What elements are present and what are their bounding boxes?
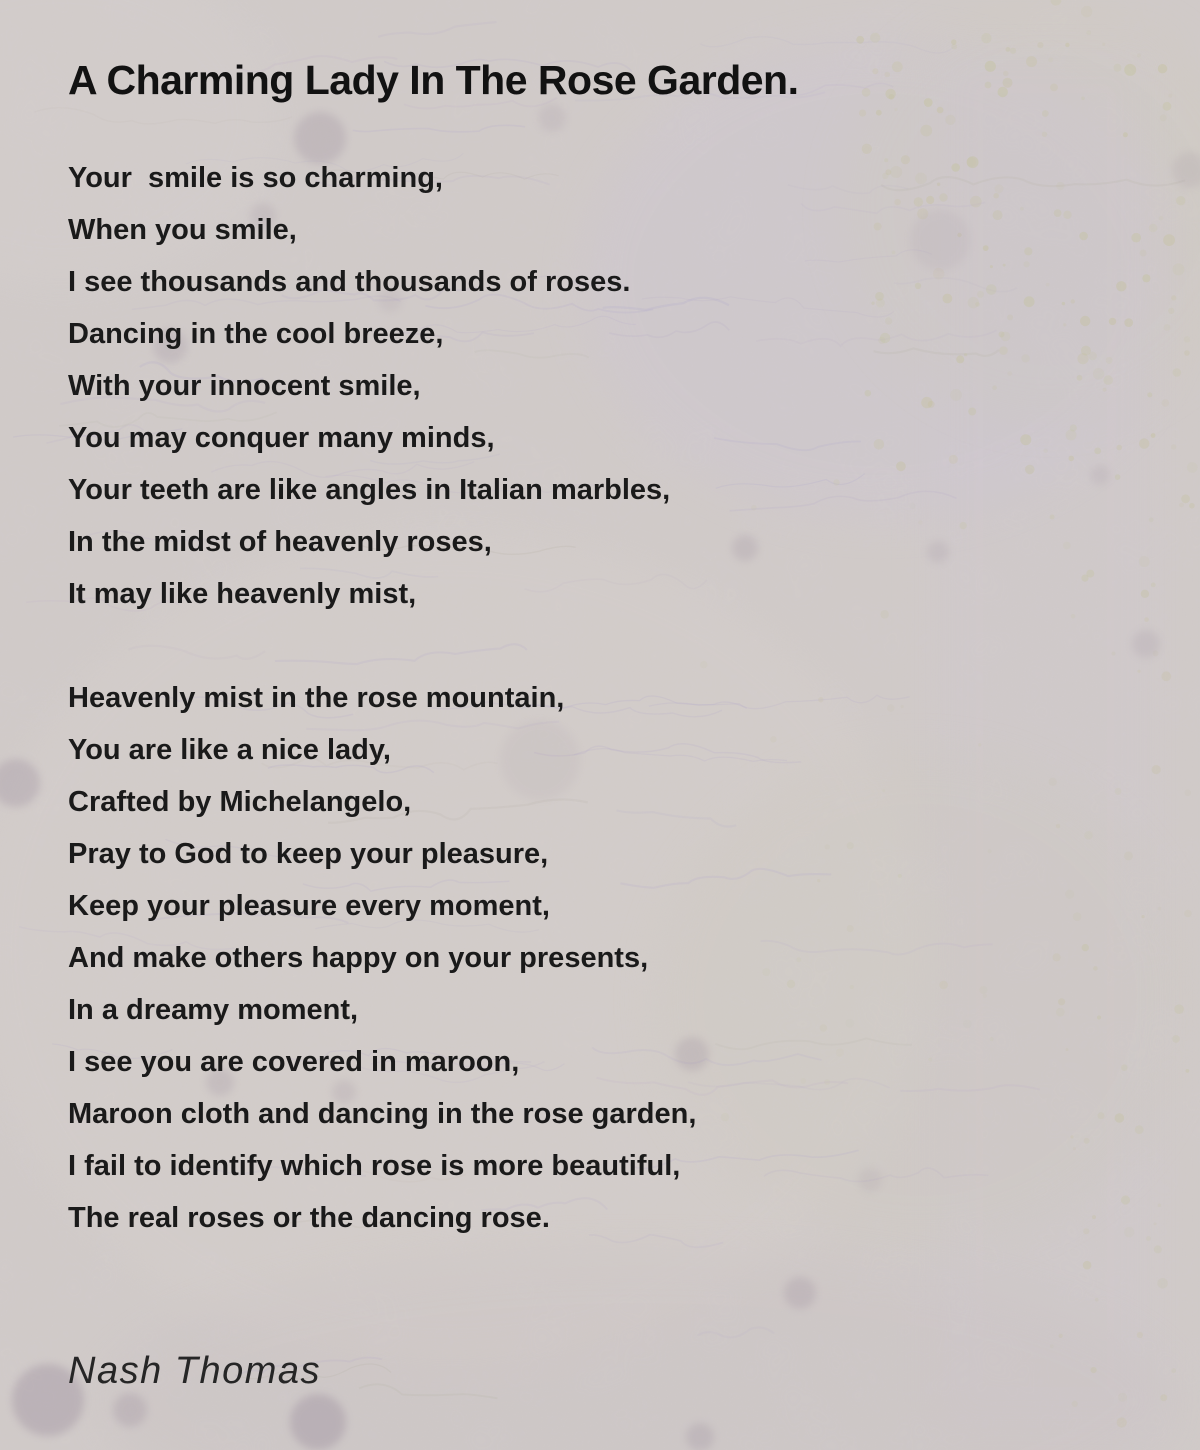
stanza-2 — [68, 672, 1160, 1244]
poem-line: Your teeth are like angles in Italian marbles, — [68, 474, 671, 506]
poem-line: I see you are covered in maroon, — [68, 1046, 520, 1078]
poem-line: The real roses or the dancing rose. — [68, 1202, 550, 1234]
poem-line: And make others happy on your presents, — [68, 942, 649, 974]
poem-line: With your innocent smile, — [68, 370, 421, 402]
poem-line: It may like heavenly mist, — [68, 578, 417, 610]
poem-line: I see thousands and thousands of roses. — [68, 266, 631, 298]
poem-line: Heavenly mist in the rose mountain, — [68, 682, 565, 714]
poem-author: Nash Thomas — [68, 1350, 322, 1392]
stanza-1 — [68, 152, 1160, 620]
poem-line: In a dreamy moment, — [68, 994, 359, 1026]
poem-line: You are like a nice lady, — [68, 734, 391, 766]
poem-line: Crafted by Michelangelo, — [68, 786, 412, 818]
poem-line: Dancing in the cool breeze, — [68, 318, 444, 350]
poem-line: Pray to God to keep your pleasure, — [68, 838, 549, 870]
poem-line: When you smile, — [68, 214, 297, 246]
poem-line: In the midst of heavenly roses, — [68, 526, 492, 558]
poem-title: A Charming Lady In The Rose Garden. — [68, 57, 799, 103]
poem-line: Your smile is so charming, — [68, 162, 443, 194]
poem-line: Maroon cloth and dancing in the rose garden, — [68, 1098, 697, 1130]
poem-line: I fail to identify which rose is more beautiful, — [68, 1150, 681, 1182]
poem-line: Keep your pleasure every moment, — [68, 890, 550, 922]
poem-line: You may conquer many minds, — [68, 422, 495, 454]
